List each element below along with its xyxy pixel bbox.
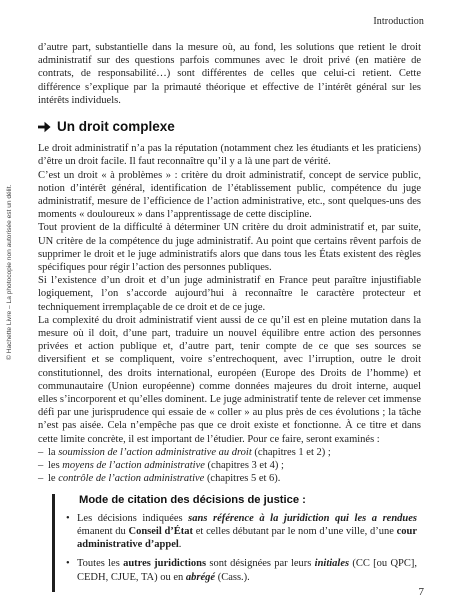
text-run: Conseil d’État — [128, 525, 194, 537]
text-run: les — [48, 460, 63, 472]
copyright-note: © Hachette Livre – La photocopie non autorisée est un délit. — [6, 184, 13, 360]
text-run: (Cass.). — [215, 571, 250, 583]
text-run: (CC [ou QPC], CEDH, CJUE, TA) ou en — [77, 558, 417, 583]
text-run: cour administrative d’appel — [77, 525, 417, 551]
text-run: le — [48, 473, 59, 485]
page-content — [38, 41, 421, 592]
intro-paragraph: d’autre part, substantielle dans la mesure où, au fond, les solutions que retient le droit administratif sur des questions parfois communes avec le droit privé (en matière de contrats, de responsabilité…) sont différentes de celles que celui-ci retient. Cette différence s’explique par la primauté théorique et effective de l’intérêt général sur les intérêts individuels. — [38, 42, 421, 106]
text-run: contrôle de l’action administrative — [58, 473, 205, 485]
citation-box-item — [65, 557, 417, 583]
bullet-marker: • — [66, 558, 70, 570]
text-run: émanent du — [77, 525, 129, 537]
text-run: Le droit administratif n’a pas la réputation (notamment chez les étudiants et les praticiens) d’être un droit facile. Il faut reconnaître qu’il y a là une part de vérité. — [38, 143, 421, 168]
body-paragraphs — [38, 142, 421, 446]
text-run: Les décisions indiquées — [77, 512, 189, 524]
text-run: Si l’existence d’un droit et d’un juge administratif en France peut paraître injustifiable logiquement, l’on s’accorde aujourd’hui à reconnaître le caractère protecteur et techniquement irremplaçable de ce droit et de ce juge. — [38, 275, 421, 313]
body-paragraph — [38, 169, 421, 222]
exam-list-item — [38, 459, 421, 472]
citation-box — [52, 494, 417, 592]
exam-list-item — [38, 472, 421, 485]
text-run: moyens de l’action administrative — [62, 460, 205, 472]
arrow-right-icon — [38, 121, 51, 133]
citation-box-list — [65, 512, 417, 584]
bullet-marker: • — [66, 512, 70, 524]
text-run: sont désignées par leurs — [206, 558, 315, 570]
dash-marker: – — [38, 446, 44, 458]
body-paragraph — [38, 314, 421, 446]
page-number: 7 — [418, 586, 424, 598]
section-title: Un droit complexe — [57, 119, 175, 135]
dash-marker: – — [38, 473, 44, 485]
exam-list — [38, 446, 421, 486]
text-run: . — [178, 539, 182, 551]
body-paragraph — [38, 142, 421, 168]
dash-marker: – — [38, 460, 44, 472]
text-run: Toutes les — [77, 558, 124, 570]
text-run: La complexité du droit administratif vient aussi de ce qu’il est en pleine mutation dans la mesure où il doit, d’une part, traduire un nouvel équilibre entre action des personnes privées et action publique et, d’autre part, tenir compte de ce que ses sources se diversifient et se compliquent, voire s’entrechoquent, avec l’irruption, outre le droit constitutionnel, des droits international, européen (Europe des Droits de l’homme) et communautaire (Union européenne) comme données majeures du droit interne, auquel elles s’incorporent et qu’elles dominent. Le juge administratif tente de relever cet immense défi par une jurisprudence qui essaie de « coller » au plus près de ces évolutions ; la tâche n’est pas aisée. Cela n’empêche pas que ce droit existe et fonctionne. À ce titre et dans cette limite concrète, il est important de l’étudier. Pour ce faire, seront examinés : — [38, 314, 421, 445]
text-run: (chapitres 5 et 6). — [204, 473, 281, 485]
text-run: sans référence à la juridiction qui les a rendues — [188, 512, 417, 524]
body-paragraph — [38, 221, 421, 274]
text-run: (chapitres 1 et 2) ; — [251, 446, 331, 458]
text-run: (chapitres 3 et 4) ; — [204, 460, 284, 472]
citation-box-item — [65, 512, 417, 552]
section-heading — [38, 120, 421, 133]
exam-list-item — [38, 446, 421, 459]
text-run: abrégé — [185, 571, 216, 583]
text-run: soumission de l’action administrative au droit — [58, 446, 252, 458]
running-head: Introduction — [373, 16, 424, 27]
text-run: et celles débutant par le nom d’une ville, d’une — [193, 525, 397, 537]
text-run: la — [48, 446, 59, 458]
body-paragraph — [38, 274, 421, 314]
text-run: initiales — [314, 558, 350, 570]
text-run: Tout provient de la difficulté à déterminer UN critère du droit administratif et, par suite, UN critère de la compétence du juge administratif. Au point que certains rêvent parfois de supprimer le droit et le juge administratifs alors que dans tous les États existent des règles spécifiques pour régir l’action des personnes publiques. — [38, 222, 421, 274]
text-run: C’est un droit « à problèmes » : critère du droit administratif, concept de service public, notion d’intérêt général, identification de l’établissement public, compétence du juge administratif, mesure de l’efficience de l’action administrative, etc., sont quelques-uns des moments « douloureux » dans l’apprentissage de cette discipline. — [38, 169, 421, 221]
citation-box-title: Mode de citation des décisions de justice : — [79, 493, 306, 506]
text-run: autres juridictions — [123, 558, 207, 570]
